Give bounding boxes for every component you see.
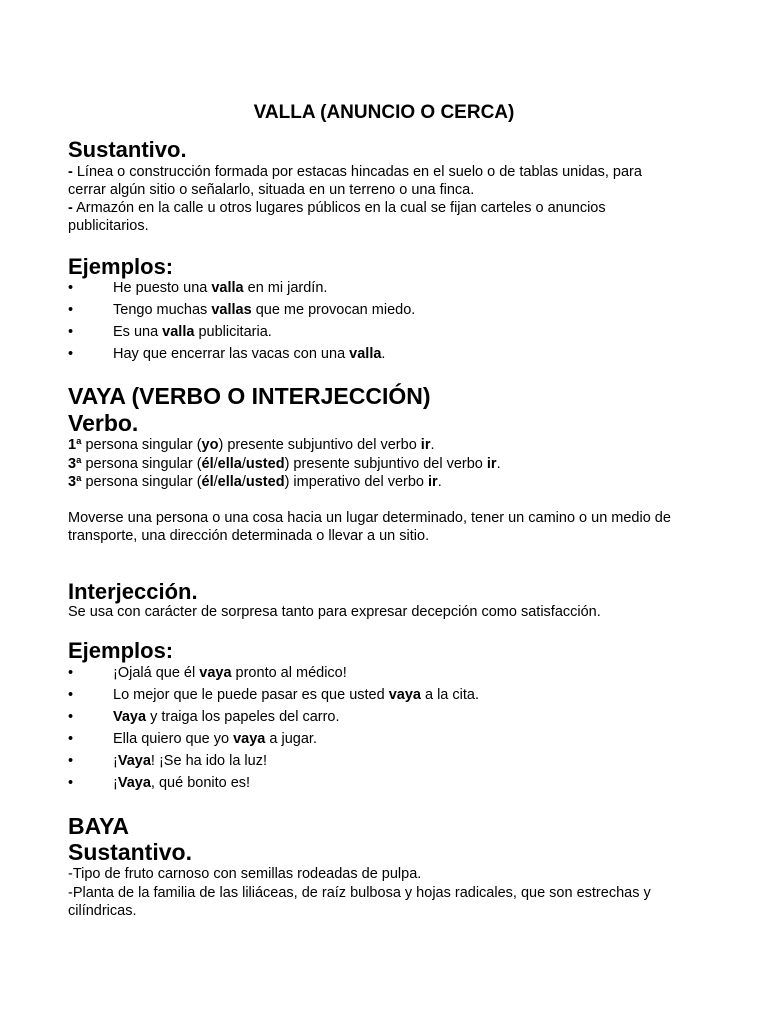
text: He puesto una [113,280,212,296]
vaya-heading: VAYA (VERBO O INTERJECCIÓN) [68,383,431,409]
vaya-verb-heading: Verbo. [68,410,139,436]
dash: - [68,164,73,180]
valla-examples-heading: Ejemplos: [68,254,174,279]
highlight: Vaya [117,775,151,791]
text: que me provocan miedo. [251,302,416,318]
highlight: valla [162,324,195,340]
text: Ella quiero que yo [113,731,234,747]
pronoun: ella [217,456,242,472]
text: / [213,456,218,472]
bullet-icon: • [68,687,74,703]
vaya-meaning-line-2: transporte, una dirección determinada o llevar a un sitio. [68,528,430,544]
ordinal: ª [76,474,82,490]
verb-line [68,455,501,473]
text: / [241,456,246,472]
text: Es una [113,324,163,340]
text: y traiga los papeles del carro. [146,709,340,725]
vaya-examples-heading: Ejemplos: [68,638,174,663]
highlight: vaya [199,665,232,681]
text: Armazón en la calle u otros lugares públicos en la cual se fijan carteles o anuncios [72,200,606,216]
text: Tengo muchas [113,302,212,318]
bullet-icon: • [68,775,74,791]
valla-definition-1-line-2: cerrar algún sitio o señalarlo, situada en un terreno o una finca. [68,182,475,198]
verb-line [68,473,442,491]
text: ! ¡Se ha ido la luz! [150,753,267,769]
vaya-meaning-line-1: Moverse una persona o una cosa hacia un lugar determinado, tener un camino o un medio de [68,510,671,526]
pronoun: usted [245,474,285,490]
text: . [381,346,386,362]
verb: ir [428,474,438,490]
text: Lo mejor que le puede pasar es que usted [113,687,389,703]
text: persona singular ( [81,437,202,453]
baya-definition-2-line-2: cilíndricas. [68,903,137,919]
text: , qué bonito es! [150,775,251,791]
text: en mi jardín. [243,280,328,296]
valla-definition-2-line-2: publicitarios. [68,218,149,234]
text: publicitaria. [194,324,272,340]
number: 1 [68,437,77,453]
bullet-icon: • [68,665,74,681]
text: persona singular ( [81,474,202,490]
baya-definition-1: -Tipo de fruto carnoso con semillas rodeadas de pulpa. [68,866,422,882]
verb: ir [486,456,497,472]
bullet-icon: • [68,324,74,340]
highlight: vallas [211,302,252,318]
pronoun: yo [201,437,219,453]
text: ) imperativo del verbo [284,474,429,490]
valla-noun-heading: Sustantivo. [68,137,187,162]
text: ¡Ojalá que él [113,665,200,681]
bullet-icon: • [68,709,74,725]
baya-noun-heading: Sustantivo. [68,839,192,865]
text: . [437,474,442,490]
number: 3 [68,474,77,490]
baya-heading: BAYA [68,813,129,839]
text: a jugar. [265,731,317,747]
highlight: Vaya [113,709,147,725]
pronoun: ella [217,474,242,490]
highlight: valla [349,346,382,362]
text: ¡ [113,753,118,769]
pronoun: usted [245,456,285,472]
highlight: vaya [388,687,421,703]
text: / [241,474,246,490]
valla-definition-2-line-1 [68,199,606,217]
text: . [430,437,435,453]
text: pronto al médico! [231,665,347,681]
verb: ir [420,437,431,453]
baya-definition-2-line-1: -Planta de la familia de las liliáceas, de raíz bulbosa y hojas radicales, que son estrechas y [68,885,651,901]
vaya-interjection-text: Se usa con carácter de sorpresa tanto para expresar decepción como satisfacción. [68,604,601,620]
text: . [496,456,501,472]
pronoun: él [201,456,214,472]
text: a la cita. [420,687,479,703]
vaya-interjection-heading: Interjección. [68,579,198,604]
bullet-icon: • [68,731,74,747]
text: Línea o construcción formada por estacas hincadas en el suelo o de tablas unidas, para [72,164,642,180]
ordinal: ª [76,437,82,453]
pronoun: él [201,474,214,490]
bullet-icon: • [68,753,74,769]
highlight: Vaya [117,753,151,769]
text: / [213,474,218,490]
verb-line [68,436,435,454]
bullet-icon: • [68,280,74,296]
text: ) presente subjuntivo del verbo [284,456,487,472]
text: ¡ [113,775,118,791]
ordinal: ª [76,456,82,472]
text: Hay que encerrar las vacas con una [113,346,350,362]
number: 3 [68,456,77,472]
valla-definition-1-line-1 [68,163,642,181]
highlight: valla [211,280,244,296]
text: ) presente subjuntivo del verbo [218,437,421,453]
page-title: VALLA (ANUNCIO O CERCA) [253,102,515,123]
bullet-icon: • [68,302,74,318]
dash: - [68,200,73,216]
bullet-icon: • [68,346,74,362]
text: persona singular ( [81,456,202,472]
highlight: vaya [233,731,266,747]
